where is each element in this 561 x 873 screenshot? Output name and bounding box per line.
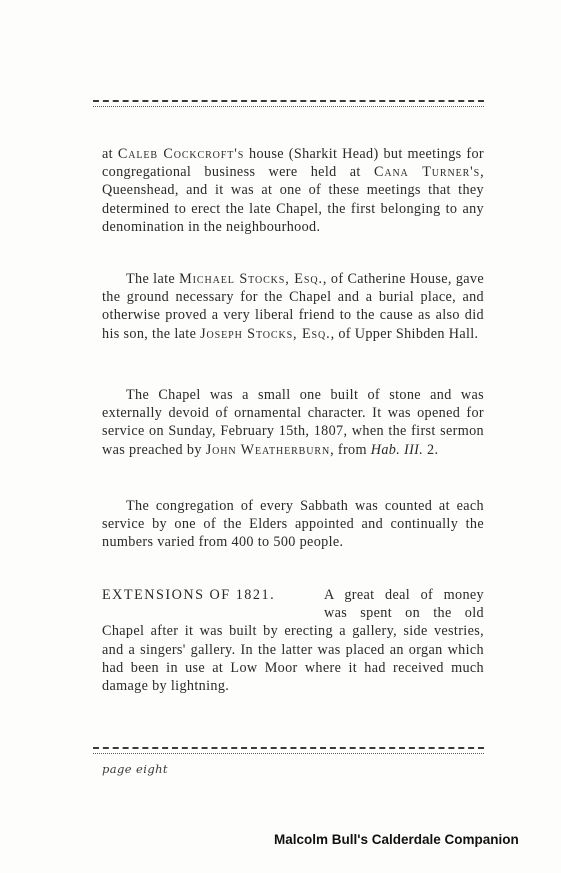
page-number: page eight (102, 762, 168, 776)
p3-text-a: The Chapel was a small one built of stone and was externally devoid of ornamental character. It was opened for service on Sunday, February 15th, 1807, when the first sermon was preached by (102, 387, 484, 458)
p1-text-a: at (102, 146, 118, 162)
p2-text-c: , of Upper Shibden Hall. (330, 325, 479, 342)
p5-text: A great deal of money was spent on the old Chapel after it was built by erecting a gallery, side vestries, and a singers' gallery. In the latter was placed an organ which had been in use at Low Moor where it had received much damage by lightning. (102, 587, 484, 695)
name-caleb-cockcroft: Caleb Cockcroft's (117, 146, 245, 162)
name-joseph-stocks: Joseph Stocks, Esq. (200, 325, 331, 342)
p3-text-b: , from (330, 441, 371, 458)
section-heading-extensions: EXTENSIONS OF 1821. (102, 587, 276, 603)
p2-text-a: The late (126, 271, 180, 287)
p1-text-b: house (Sharkit Head) but meetings for congregational business were held at (102, 146, 484, 181)
p1-text-c: , Queenshead, and it was at one of these meetings that they determined to erect the late Chapel, the first belonging to any denomination in the neighbourhood. (102, 164, 484, 235)
bottom-ornamental-rule (93, 747, 484, 754)
top-ornamental-rule (93, 100, 484, 107)
name-cana-turner: Cana Turner's (373, 164, 481, 181)
paragraph-5 (102, 586, 484, 695)
paragraph-2 (102, 270, 484, 343)
name-john-weatherburn: John Weatherburn (205, 441, 331, 458)
scripture-reference: Hab. III. (370, 441, 424, 458)
p2-text-b: , of Catherine House, gave the ground necessary for the Chapel and a burial place, and otherwise proved a very liberal friend to the cause as also did his son, the late (102, 271, 484, 342)
paragraph-4 (102, 497, 484, 552)
p3-text-c: 2. (423, 441, 439, 458)
paragraph-3 (102, 386, 484, 459)
source-watermark: Malcolm Bull's Calderdale Companion (274, 832, 519, 847)
paragraph-1 (102, 145, 484, 236)
p4-text: The congregation of every Sabbath was counted at each service by one of the Elders appointed and continually the numbers varied from 400 to 500 people. (102, 498, 484, 551)
name-michael-stocks: Michael Stocks, Esq. (179, 271, 323, 287)
